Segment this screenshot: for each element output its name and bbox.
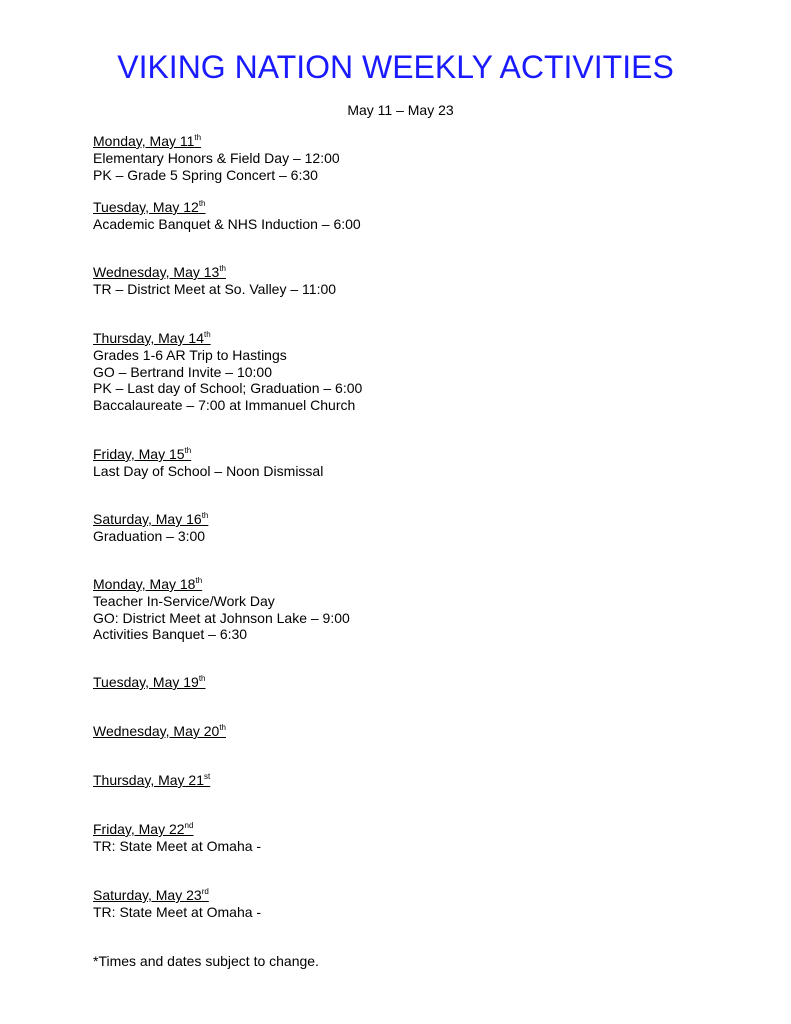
ordinal-suffix: th — [198, 199, 206, 208]
ordinal-suffix: st — [204, 772, 211, 781]
event-item: TR: State Meet at Omaha - — [93, 838, 262, 854]
day-label: Tuesday, May 12 — [93, 199, 199, 215]
day-label: Saturday, May 23 — [93, 887, 202, 903]
ordinal-suffix: th — [194, 133, 202, 142]
event-item: Elementary Honors & Field Day – 12:00 — [93, 150, 340, 166]
ordinal-suffix: rd — [201, 887, 209, 896]
event-item: TR – District Meet at So. Valley – 11:00 — [93, 281, 337, 297]
day-heading — [93, 576, 743, 593]
day-block — [93, 199, 743, 264]
day-heading — [93, 674, 743, 691]
day-label: Monday, May 11 — [93, 133, 195, 149]
event-item: Graduation – 3:00 — [93, 528, 206, 544]
day-heading — [93, 511, 743, 528]
day-heading — [93, 723, 743, 740]
event-item: Teacher In-Service/Work Day — [93, 593, 275, 609]
event-item: Last Day of School – Noon Dismissal — [93, 463, 324, 479]
day-block — [93, 887, 743, 927]
day-block — [93, 772, 743, 821]
day-heading — [93, 330, 743, 347]
day-label: Thursday, May 21 — [93, 772, 205, 788]
day-heading — [93, 887, 743, 904]
day-block — [93, 674, 743, 723]
day-label: Thursday, May 14 — [93, 330, 205, 346]
day-label: Saturday, May 16 — [93, 511, 202, 527]
ordinal-suffix: th — [201, 511, 209, 520]
day-block — [93, 723, 743, 772]
event-item: Grades 1-6 AR Trip to Hastings — [93, 347, 287, 363]
day-label: Tuesday, May 19 — [93, 674, 199, 690]
ordinal-suffix: th — [198, 674, 206, 683]
event-item: Activities Banquet – 6:30 — [93, 626, 248, 642]
event-item: PK – Last day of School; Graduation – 6:00 — [93, 380, 363, 396]
date-range: May 11 – May 23 — [347, 102, 454, 118]
day-heading — [93, 199, 743, 216]
footnote: *Times and dates subject to change. — [93, 953, 319, 969]
day-label: Friday, May 22 — [93, 821, 185, 837]
event-item: TR: State Meet at Omaha - — [93, 904, 262, 920]
event-item: GO: District Meet at Johnson Lake – 9:00 — [93, 609, 350, 626]
event-item: Academic Banquet & NHS Induction – 6:00 — [93, 216, 361, 232]
day-block — [93, 576, 743, 674]
day-heading — [93, 772, 743, 789]
day-heading — [93, 446, 743, 463]
event-item: GO – Bertrand Invite – 10:00 — [93, 363, 272, 380]
day-label: Wednesday, May 20 — [93, 723, 220, 739]
schedule-list — [93, 133, 743, 927]
day-label: Monday, May 18 — [93, 576, 196, 592]
day-block — [93, 446, 743, 511]
page-title: VIKING NATION WEEKLY ACTIVITIES — [117, 49, 674, 85]
ordinal-suffix: nd — [184, 821, 194, 830]
ordinal-suffix: th — [219, 264, 226, 273]
day-label: Friday, May 15 — [93, 446, 185, 462]
day-label: Wednesday, May 13 — [93, 264, 220, 280]
ordinal-suffix: th — [195, 576, 203, 585]
day-block — [93, 330, 743, 446]
day-block — [93, 821, 743, 887]
day-block — [93, 511, 743, 576]
ordinal-suffix: th — [184, 446, 192, 455]
ordinal-suffix: th — [204, 330, 211, 339]
event-item: PK – Grade 5 Spring Concert – 6:30 — [93, 166, 318, 183]
event-item: Baccalaureate – 7:00 at Immanuel Church — [93, 396, 356, 413]
day-block — [93, 133, 743, 199]
day-heading — [93, 264, 743, 281]
day-heading — [93, 133, 743, 150]
day-block — [93, 264, 743, 330]
day-heading — [93, 821, 743, 838]
ordinal-suffix: th — [219, 723, 226, 732]
